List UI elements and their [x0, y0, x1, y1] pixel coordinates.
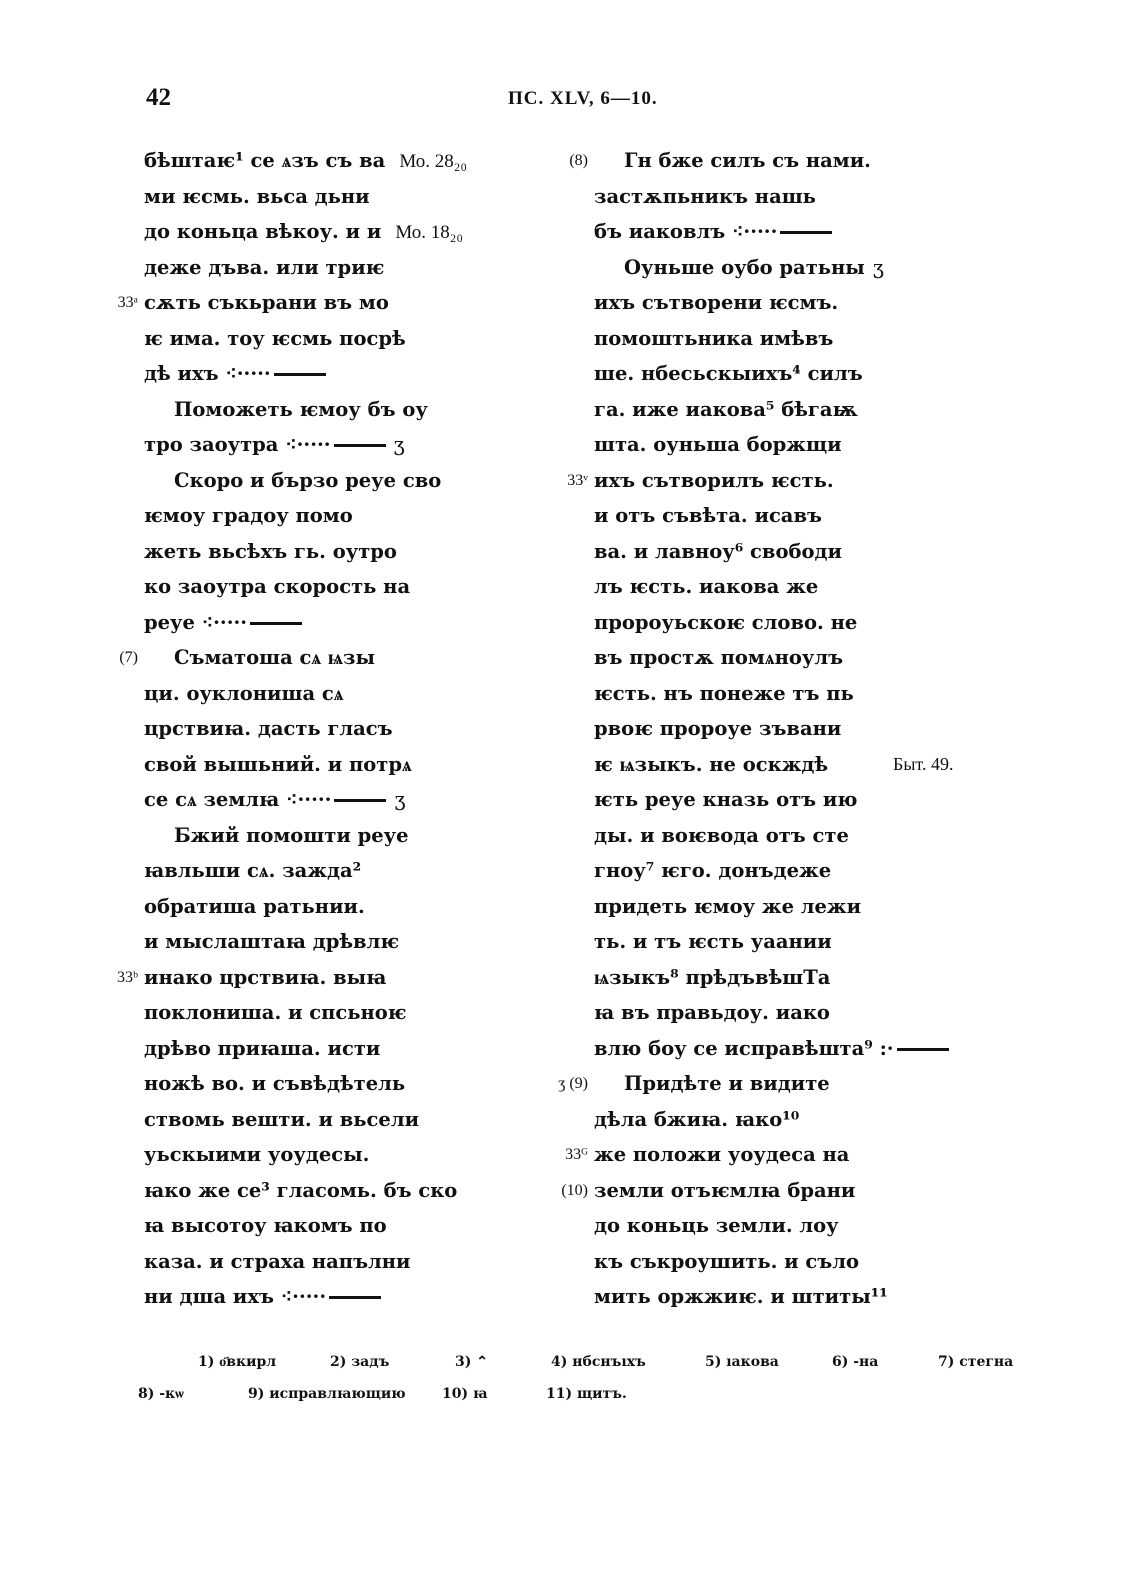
text-line [594, 605, 954, 641]
text-line [594, 747, 954, 783]
text-line [594, 818, 954, 854]
text-line [594, 889, 954, 925]
text-line [144, 711, 544, 747]
footnote-row [138, 1354, 1018, 1386]
line-text: деже дъва. или триѥ [144, 255, 385, 279]
text-line [594, 498, 954, 534]
footnote-4: 4) нбснъıхъ [551, 1354, 646, 1370]
text-line [594, 782, 954, 818]
margin-marker: (10) [561, 1181, 588, 1199]
line-text: тро заоутра ⁖····· [144, 433, 331, 456]
line-text: сѫть съкьрани въ мо [144, 291, 389, 314]
text-line [144, 1102, 544, 1138]
text-line [144, 1279, 544, 1315]
line-text: бѣштаѥ¹ се ѧзъ съ ва [144, 149, 386, 172]
line-text: пророуьскоѥ слово. не [594, 610, 858, 634]
section-end-dash [897, 1048, 949, 1051]
margin-marker: (8) [569, 152, 588, 169]
line-text: Поможеть ѥмоу бъ оу [174, 397, 428, 421]
text-line [594, 214, 954, 250]
page-number: 42 [146, 84, 171, 111]
text-line [594, 392, 954, 428]
line-text: реуе ⁖····· [144, 610, 248, 634]
text-line [144, 924, 544, 960]
footnote-6: 6) -на [832, 1354, 879, 1370]
text-line [144, 179, 544, 215]
section-end-dash [329, 1296, 381, 1299]
line-text: къ съкроушить. и съло [594, 1249, 860, 1273]
line-text: ꙗ высотоу ꙗкомъ по [144, 1214, 387, 1237]
line-text: црствиꙗ. дасть гласъ [144, 717, 393, 740]
text-line [594, 1102, 954, 1138]
text-line [144, 321, 544, 357]
line-text: Скоро и бързо реуе сво [174, 468, 442, 492]
right-text-column [558, 143, 954, 1315]
text-line [119, 640, 544, 676]
text-line [144, 853, 544, 889]
text-line [144, 782, 544, 818]
line-text: Оуньше оубо ратьны [624, 255, 865, 279]
text-line [144, 534, 544, 570]
line-text: ми ѥсмь. вьса дьни [144, 184, 370, 208]
line-text: и мыслаштаꙗ дрѣвлѥ [144, 930, 400, 953]
line-text: ꙗвльши сѧ. зажда² [144, 859, 362, 882]
text-line [144, 676, 544, 712]
tail-mark: ʒ [872, 255, 884, 279]
text-line [567, 463, 954, 499]
line-text: Съматоша сѧ ѩзы [174, 646, 376, 669]
text-line [594, 924, 954, 960]
text-line [565, 1137, 954, 1173]
line-text: каза. и страха напълни [144, 1249, 411, 1273]
text-line [144, 214, 544, 250]
text-line [144, 1208, 544, 1244]
line-text: се сѧ землꙗ ⁖····· [144, 788, 332, 811]
footnote-10: 10) ꙗ [442, 1386, 488, 1402]
text-line [594, 569, 954, 605]
line-text: мить оржжиѥ. и штиты¹¹ [594, 1285, 888, 1308]
footnotes [138, 1354, 1018, 1418]
text-line [594, 250, 954, 286]
line-text: дѣ ихъ ⁖····· [144, 362, 271, 385]
tail-mark: ʒ [393, 433, 405, 456]
text-line [594, 640, 954, 676]
line-text: помоштьника имѣвъ [594, 326, 834, 350]
text-line [117, 285, 544, 321]
margin-marker: (7) [119, 649, 138, 666]
text-line [594, 285, 954, 321]
footnote-7: 7) стегна [938, 1354, 1014, 1370]
text-line [144, 889, 544, 925]
section-end-dash [334, 799, 386, 802]
text-line [594, 995, 954, 1031]
line-text: ни дша ихъ ⁖····· [144, 1285, 327, 1308]
footnote-8: 8) -кѡ [138, 1386, 184, 1402]
line-text: лъ ѥсть. иакова же [594, 575, 819, 598]
line-text: жеть вьсѣхъ гь. оутро [144, 539, 397, 563]
text-line [144, 1031, 544, 1067]
text-line [144, 498, 544, 534]
text-line [144, 250, 544, 286]
line-text: Придѣте и видите [624, 1072, 830, 1095]
line-text: ды. и воѥвода отъ сте [594, 823, 849, 847]
text-line [594, 321, 954, 357]
line-text: ꙗ въ правьдоу. иако [594, 1001, 830, 1024]
section-end-dash [274, 373, 326, 376]
tail-mark: ʒ [394, 788, 406, 811]
line-text: влю боу се исправѣшта⁹ :· [594, 1036, 894, 1060]
text-line [144, 356, 544, 392]
text-line [594, 1279, 954, 1315]
line-text: придеть ѥмоу же лежи [594, 894, 862, 918]
line-text: гноу⁷ ѥго. донъдеже [594, 859, 832, 882]
cross-reference: Мо. 28₂₀ [399, 151, 467, 172]
line-text: ѥсть. нъ понеже тъ пь [594, 681, 854, 705]
section-end-dash [334, 444, 386, 447]
text-line [144, 1066, 544, 1102]
footnote-row [138, 1386, 1018, 1418]
text-line [144, 1137, 544, 1173]
section-end-dash [780, 231, 832, 234]
text-line [144, 392, 544, 428]
line-text: ко заоутра скорость на [144, 575, 411, 598]
line-text: въ простѫ помѧноулъ [594, 646, 844, 669]
text-line [144, 143, 544, 179]
line-text: ть. и тъ ѥсть уаании [594, 930, 832, 953]
text-line [144, 427, 544, 463]
line-text: га. иже иакова⁵ бѣгаѭ [594, 397, 858, 421]
text-line [144, 995, 544, 1031]
line-text: ихъ сътворилъ ѥсть. [594, 468, 834, 492]
footnote-11: 11) щитъ. [546, 1386, 627, 1402]
footnote-2: 2) задъ [330, 1354, 390, 1370]
text-line [594, 960, 954, 996]
footnote-9: 9) исправлꙗющию [248, 1386, 406, 1402]
line-text: дрѣво приꙗша. исти [144, 1036, 381, 1060]
line-text: застѫпьникъ нашь [594, 184, 816, 208]
line-text: ножѣ во. и съвѣдѣтель [144, 1072, 406, 1095]
text-line [144, 605, 544, 641]
text-line [594, 853, 954, 889]
line-text: ѥ има. тоу ѥсмь посрѣ [144, 326, 406, 350]
line-text: ѥ ѩзыкъ. не оскждѣ [594, 752, 829, 776]
line-text: ꙗко же се³ гласомь. бъ ско [144, 1178, 458, 1202]
text-line [144, 818, 544, 854]
line-text: до коньць земли. лоу [594, 1214, 839, 1237]
margin-marker: ʒ (9) [558, 1075, 588, 1092]
left-text-column [117, 143, 544, 1315]
line-text: ихъ сътворени ѥсмъ. [594, 291, 839, 314]
line-text: свой вышьний. и потрѧ [144, 752, 412, 776]
text-line [594, 427, 954, 463]
bible-reference-note: Быт. 49. [893, 753, 954, 774]
text-line [144, 463, 544, 499]
text-line [594, 1031, 954, 1067]
text-line [144, 747, 544, 783]
margin-marker: 33ᵃ [117, 294, 138, 311]
text-line [594, 676, 954, 712]
text-line [144, 1244, 544, 1280]
line-text: ѩзыкъ⁸ прѣдъвѣшТа [594, 965, 831, 989]
line-text: шта. оуньша боржщи [594, 433, 842, 456]
running-header: ПС. XLV, 6—10. [508, 88, 658, 109]
line-text: и отъ съвѣта. исавъ [594, 504, 822, 527]
line-text: дѣла бжиꙗ. ꙗко¹⁰ [594, 1107, 800, 1131]
line-text: бъ иаковлъ ⁖····· [594, 220, 778, 243]
text-line [558, 1066, 954, 1102]
line-text: поклониша. и спсьноѥ [144, 1001, 407, 1024]
line-text: рвоѥ пророуе зъвани [594, 717, 842, 740]
margin-marker: 33ᵇ [117, 968, 138, 986]
text-line [117, 960, 544, 996]
margin-marker: 33ᴳ [565, 1146, 588, 1163]
line-text: Гн бже силъ съ нами. [624, 149, 871, 172]
cross-reference: Мо. 18₂₀ [395, 222, 464, 243]
text-line [594, 1244, 954, 1280]
text-line [569, 143, 954, 179]
text-line [594, 1208, 954, 1244]
line-text: земли отъѥмлꙗ брани [594, 1178, 856, 1202]
line-text: же положи уоудеса на [594, 1143, 850, 1166]
footnote-5: 5) ıакова [705, 1354, 779, 1370]
text-line [144, 569, 544, 605]
text-line [594, 356, 954, 392]
line-text: ци. оуклониша сѧ [144, 681, 344, 705]
text-line [594, 534, 954, 570]
section-end-dash [250, 622, 302, 625]
line-text: инако црствиꙗ. выꙗ [144, 965, 387, 989]
line-text: ствомь вешти. и вьсели [144, 1107, 420, 1131]
line-text: обратиша ратьнии. [144, 894, 365, 918]
footnote-3: 3) ⌃ [455, 1354, 488, 1370]
text-line [594, 711, 954, 747]
margin-marker: 33ᵛ [567, 471, 588, 489]
line-text: до коньца вѣкоу. и и [144, 220, 382, 243]
line-text: ѥмоу градоу помо [144, 504, 353, 527]
line-text: уьскыими уоудесы. [144, 1143, 370, 1166]
text-line [594, 179, 954, 215]
line-text: ше. нбесьскыихъ⁴ силъ [594, 362, 863, 385]
footnote-1: 1) о҃вкирл [198, 1354, 277, 1370]
line-text: ва. и лавноу⁶ свободи [594, 539, 842, 563]
text-line [144, 1173, 544, 1209]
text-line [561, 1173, 954, 1209]
line-text: ѥть реуе кназь отъ ию [594, 788, 858, 811]
line-text: Бжий помошти реуе [174, 823, 409, 847]
